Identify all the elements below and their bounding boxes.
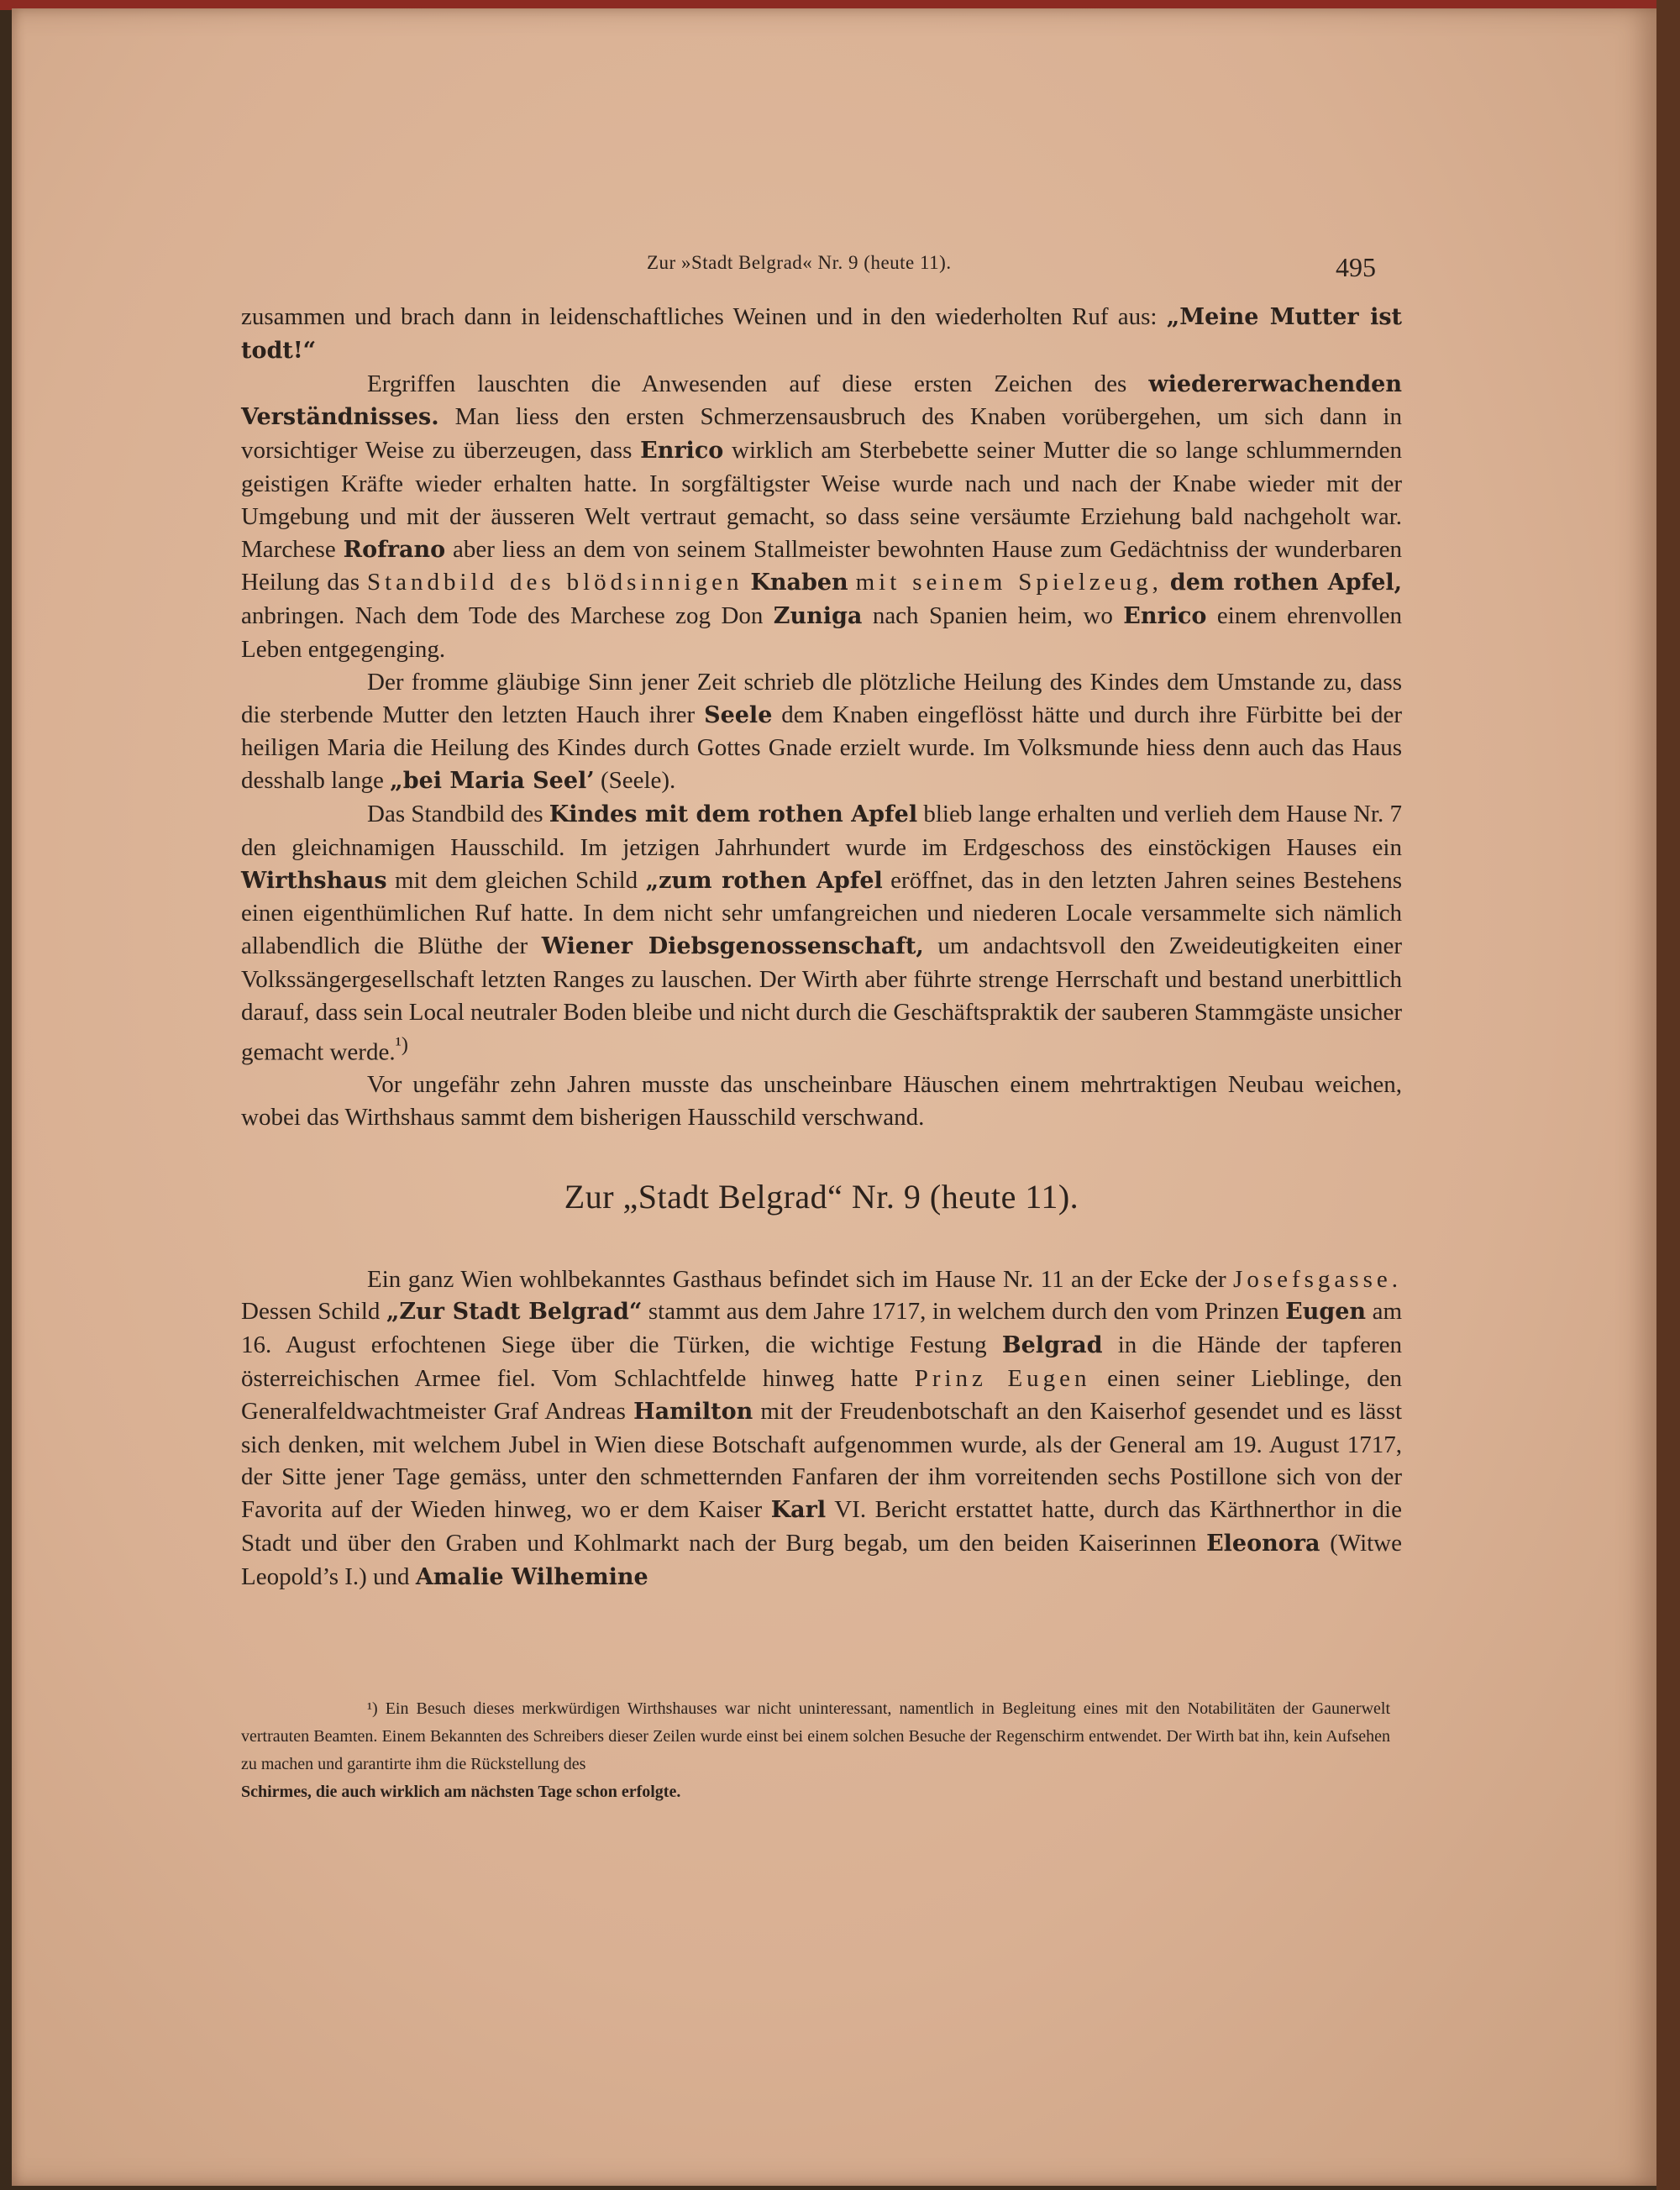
footnote [241, 1695, 1390, 1806]
fraktur-emphasis: Eleonora [1206, 1530, 1320, 1557]
fraktur-emphasis: wiedererwachenden Verständnisses. [241, 370, 1402, 431]
paragraph: zusammen und brach dann in leidenschaftliches Weinen und in den wiederholten Ruf aus: „Meine Mutter ist todt!“ [241, 303, 1402, 364]
paragraph: Der fromme gläubige Sinn jener Zeit schrieb dle plötzliche Heilung des Kindes dem Umstande zu, dass die sterbende Mutter den letzten Hauch ihrer Seele dem Knaben eingeflösst hätte und durch ihre Fürbitte bei der heiligen Maria die Heilung des Kindes durch Gottes Gnade erzielt wurde. Im Volksmunde hiess denn auch das Haus desshalb lange „bei Maria Seel’ (Seele). [241, 668, 1402, 795]
footnote-text: ¹) Ein Besuch dieses merkwürdigen Wirthshauses war nicht uninteressant, namentlich in Begleitung eines mit den Notabilitäten der Gaunerwelt vertrauten Beamten. Einem Bekannten des Schreibers dieser Zeilen wurde einst bei einem solchen Besuche der Regenschirm entwendet. Der Wirth bat ihn, kein Aufsehen zu machen und garantirte ihm die Rückstellung des [241, 1699, 1390, 1773]
paragraph: Das Standbild des Kindes mit dem rothen Apfel blieb lange erhalten und verlieh dem Hause Nr. 7 den gleichnamigen Hausschild. Im jetzigen Jahrhundert wurde im Erdgeschoss des einstöckigen Hauses ein Wirthshaus mit dem gleichen Schild „zum rothen Apfel eröffnet, das in den letzten Jahren seines Bestehens einen eigenthümlichen Ruf hatte. In dem nicht sehr umfangreichen und niederen Locale versammelte sich nämlich allabendlich die Blüthe der Wiener Diebsgenossenschaft, um andachtsvoll den Zweideutigkeiten einer Volkssängergesellschaft letzten Ranges zu lauschen. Der Wirth aber führte strenge Herrschaft und bestand unerbittlich darauf, dass sein Local neutraler Boden bleibe und nicht durch die Geschäftspraktik der sauberen Stammgäste unsicher gemacht werde.$^{^1)}$ [241, 800, 1403, 1066]
fraktur-emphasis: Wirthshaus [241, 867, 387, 894]
footnote-text-end: Schirmes, die auch wirklich am nächsten Tage schon erfolgte. [241, 1783, 681, 1801]
page-number: 495 [1336, 252, 1376, 282]
fraktur-emphasis: „Zur Stadt Belgrad“ [386, 1299, 643, 1326]
fraktur-emphasis: Wiener Diebsgenossenschaft, [541, 933, 924, 960]
fraktur-emphasis: „zum rothen Apfel [645, 867, 883, 894]
fraktur-emphasis: dem rothen Apfel, [1169, 570, 1403, 596]
fraktur-emphasis: Zuniga [773, 603, 863, 630]
fraktur-emphasis: Belgrad [1001, 1332, 1103, 1359]
fraktur-emphasis: Hamilton [633, 1398, 753, 1425]
fraktur-emphasis: Enrico [1123, 603, 1207, 630]
fraktur-emphasis: Kindes mit dem rothen Apfel [549, 801, 918, 827]
fraktur-emphasis: Karl [770, 1497, 827, 1524]
paragraph: Ergriffen lauschten die Anwesenden auf diese ersten Zeichen des wiedererwachenden Verständnisses. Man liess den ersten Schmerzensausbruch des Knaben vorübergehen, um sich dann in vorsichtiger Weise zu überzeugen, dass Enrico wirklich am Sterbebette seiner Mutter die so lange schlummernden geistigen Kräfte wieder erhalten hatte. In sorgfältigster Weise wurde nach und nach der Knabe wieder mit der Umgebung und mit der äusseren Welt vertraut gemacht, so dass seine versäumte Erziehung bald nachgeholt war. Marchese Rofrano aber liess an dem von seinem Stallmeister bewohnten Hause zum Gedächtniss der wunderbaren Heilung das Standbild des blödsinnigen Knaben mit seinem Spielzeug, dem rothen Apfel, anbringen. Nach dem Tode des Marchese zog Don Zuniga nach Spanien heim, wo Enrico einem ehrenvollen Leben entgegenging. [241, 370, 1403, 663]
section-heading: Zur „Stadt Belgrad“ Nr. 9 (heute 11). [564, 1177, 1079, 1216]
footnote-marker: ¹) [395, 1032, 408, 1056]
running-header: Zur »Stadt Belgrad« Nr. 9 (heute 11). [647, 252, 952, 273]
fraktur-emphasis: Knaben [750, 570, 848, 596]
fraktur-emphasis: Amalie Wilhemine [415, 1563, 648, 1590]
paragraph: Vor ungefähr zehn Jahren musste das unscheinbare Häuschen einem mehrtraktigen Neubau weichen, wobei das Wirthshaus sammt dem bisherigen Hausschild verschwand. [241, 1070, 1402, 1131]
main-text [241, 301, 1402, 1594]
fraktur-emphasis: „Meine Mutter ist todt!“ [241, 304, 1402, 364]
fraktur-emphasis: Rofrano [343, 536, 446, 563]
fraktur-emphasis: „bei Maria Seel’ [390, 768, 595, 795]
fraktur-emphasis: Seele [704, 701, 773, 728]
fraktur-emphasis: Eugen [1285, 1299, 1367, 1326]
book-spine-edge [1656, 0, 1680, 2190]
fraktur-emphasis: Enrico [640, 438, 724, 465]
paragraph: Ein ganz Wien wohlbekanntes Gasthaus befindet sich im Hause Nr. 11 an der Ecke der Josefsgasse. Dessen Schild „Zur Stadt Belgrad“ stammt aus dem Jahre 1717, in welchem durch den vom Prinzen Eugen am 16. August erfochtenen Siege über die Türken, die wichtige Festung Belgrad in die Hände der tapferen österreichischen Armee fiel. Vom Schlachtfelde hinweg hatte Prinz Eugen einen seiner Lieblinge, den Generalfeldwachtmeister Graf Andreas Hamilton mit der Freudenbotschaft an den Kaiserhof gesendet und es lässt sich denken, mit welchem Jubel in Wien diese Botschaft aufgenommen wurde, als der General am 19. August 1717, der Sitte jener Tage gemäss, unter den schmetternden Fanfaren der ihm vorreitenden sechs Postillone sich von der Favorita auf der Wieden hinweg, wo er dem Kaiser Karl VI. Bericht erstattet hatte, durch das Kärthnerthor in die Stadt und über den Graben und Kohlmarkt nach der Burg begab, um den beiden Kaiserinnen Eleonora (Witwe Leopold’s I.) und Amalie Wilhemine [241, 1265, 1402, 1590]
